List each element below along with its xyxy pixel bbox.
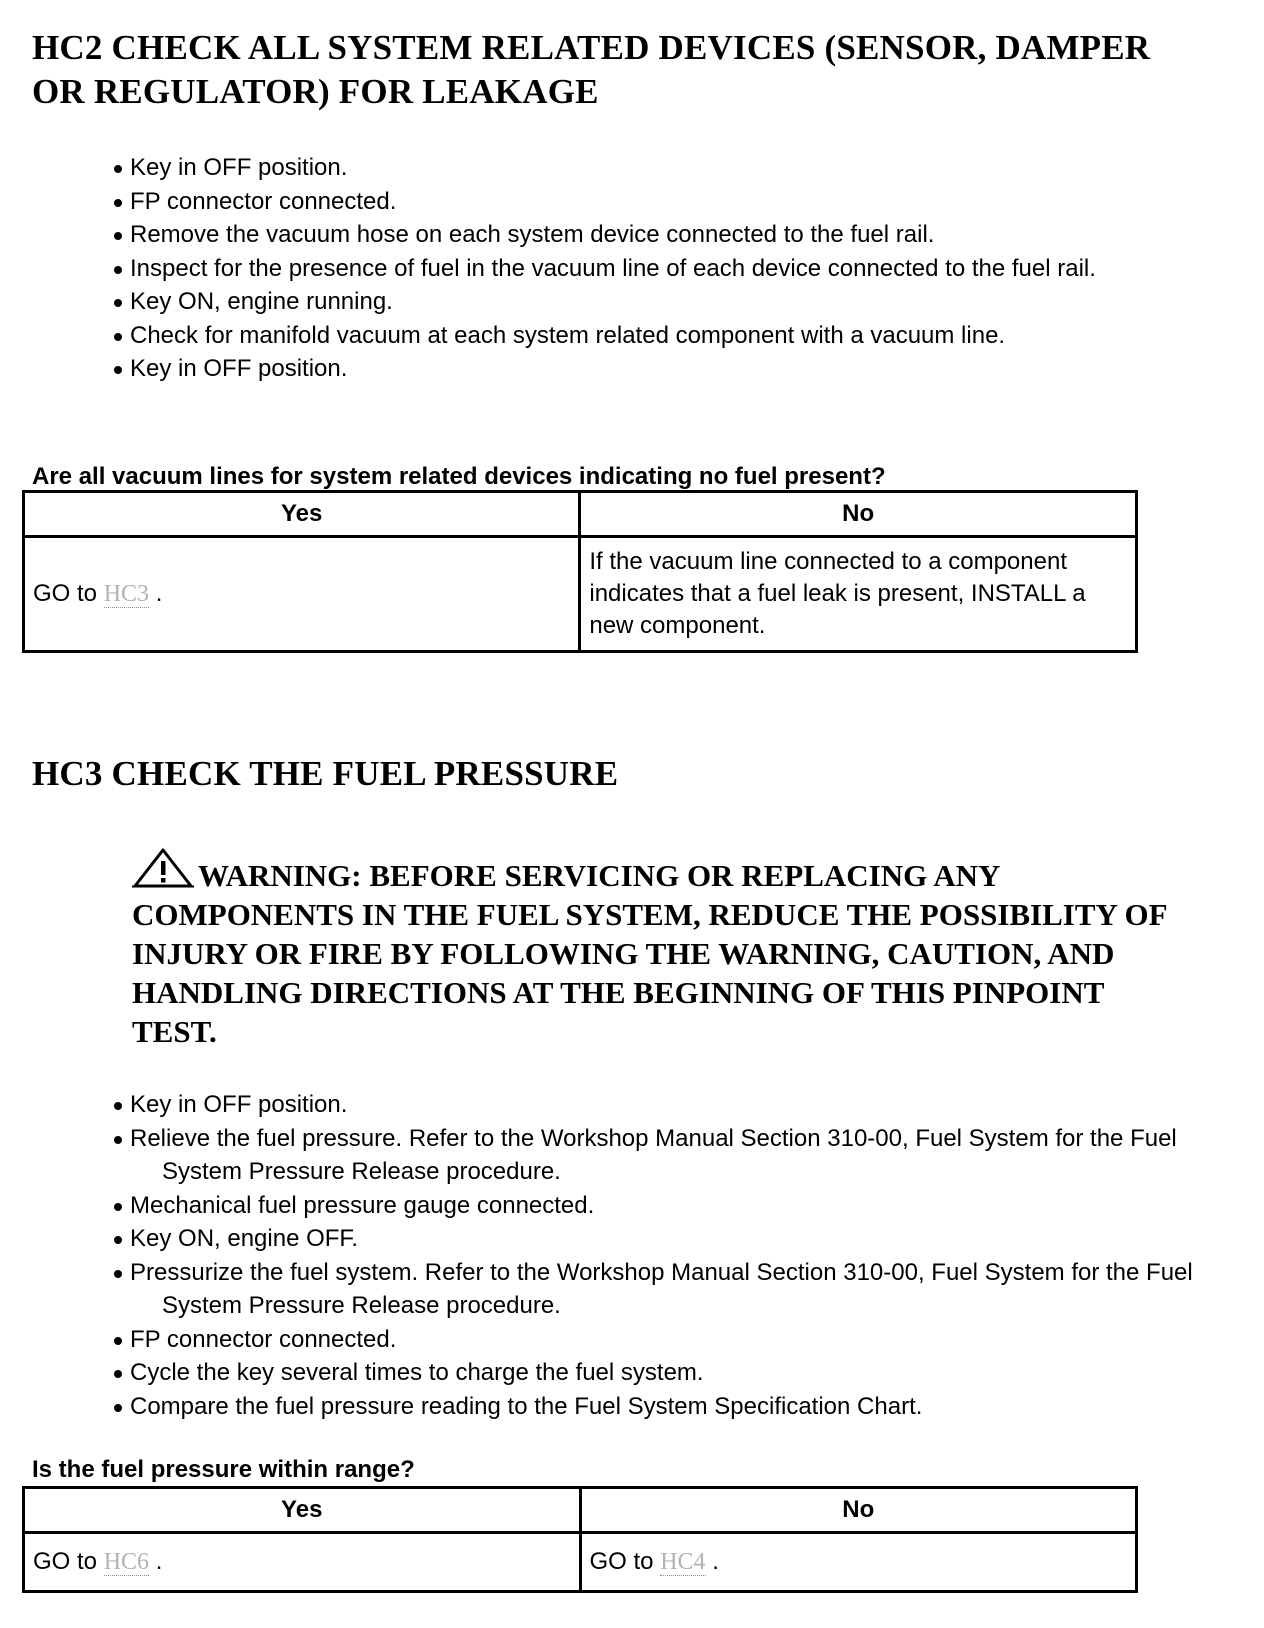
hc2-step-text: Inspect for the presence of fuel in the vacuum line of each device connected to the fuel rail. [130, 254, 1096, 282]
hc3-question: Is the fuel pressure within range? [32, 1456, 415, 1483]
list-item [114, 1256, 1224, 1323]
hc3-link[interactable]: HC3 [103, 581, 150, 607]
hc3-decision-table [22, 1486, 1138, 1593]
list-item: Remove the vacuum hose on each system device connected to the fuel rail. [114, 218, 1224, 252]
list-item: FP connector connected. [114, 1323, 1224, 1357]
no-suffix: . [712, 1548, 719, 1575]
yes-column-header: Yes [24, 1488, 581, 1533]
table-row [24, 537, 1137, 652]
hc3-step-list [114, 1088, 1224, 1423]
no-prefix: GO to [589, 1548, 654, 1575]
no-column-header: No [580, 492, 1137, 537]
list-item: Cycle the key several times to charge the fuel system. [114, 1356, 1224, 1390]
hc2-decision-table [22, 490, 1138, 653]
warning-triangle-icon [132, 848, 194, 888]
hc3-step-text: Pressurize the fuel system. Refer to the Workshop Manual Section 310-00, Fuel System for the Fuel System Pressure Release procedure. [130, 1258, 1193, 1319]
hc3-step-text: Relieve the fuel pressure. Refer to the Workshop Manual Section 310-00, Fuel System for the Fuel System Pressure Release procedure. [130, 1124, 1177, 1185]
table-row [24, 1533, 1137, 1592]
hc3-section-title: HC3 CHECK THE FUEL PRESSURE [32, 754, 619, 793]
table-header-row [24, 492, 1137, 537]
table-header-row [24, 1488, 1137, 1533]
no-cell: If the vacuum line connected to a component indicates that a fuel leak is present, INSTALL a new component. [580, 537, 1137, 652]
yes-column-header: Yes [24, 492, 580, 537]
yes-suffix: . [155, 580, 163, 607]
hc6-link[interactable]: HC6 [103, 1549, 150, 1575]
list-item: Key ON, engine running. [114, 285, 1224, 319]
list-item: Key in OFF position. [114, 1088, 1224, 1122]
hc4-link[interactable]: HC4 [660, 1549, 706, 1575]
no-column-header: No [580, 1488, 1137, 1533]
yes-cell [24, 537, 580, 652]
list-item: FP connector connected. [114, 185, 1224, 219]
list-item [114, 252, 1224, 286]
list-item: Mechanical fuel pressure gauge connected. [114, 1189, 1224, 1223]
warning-notice [132, 848, 1192, 1051]
hc2-question: Are all vacuum lines for system related devices indicating no fuel present? [32, 463, 886, 490]
no-cell [580, 1533, 1137, 1592]
hc2-section-title: HC2 CHECK ALL SYSTEM RELATED DEVICES (SENSOR, DAMPER OR REGULATOR) FOR LEAKAGE [32, 28, 1151, 111]
hc2-step-list [114, 151, 1224, 386]
list-item: Key ON, engine OFF. [114, 1222, 1224, 1256]
yes-prefix: GO to [33, 1548, 98, 1575]
list-item: Check for manifold vacuum at each system related component with a vacuum line. [114, 319, 1224, 353]
list-item: Compare the fuel pressure reading to the Fuel System Specification Chart. [114, 1390, 1224, 1424]
warning-text: WARNING: BEFORE SERVICING OR REPLACING ANY COMPONENTS IN THE FUEL SYSTEM, REDUCE THE POSSIBILITY OF INJURY OR FIRE BY FOLLOWING THE WARNING, CAUTION, AND HANDLING DIRECTIONS AT THE BEGINNING OF THIS PINPOINT TEST. [132, 858, 1167, 1049]
list-item: Key in OFF position. [114, 352, 1224, 386]
yes-suffix: . [155, 1548, 163, 1575]
yes-prefix: GO to [33, 580, 98, 607]
yes-cell [24, 1533, 581, 1592]
list-item [114, 1122, 1224, 1189]
list-item: Key in OFF position. [114, 151, 1224, 185]
